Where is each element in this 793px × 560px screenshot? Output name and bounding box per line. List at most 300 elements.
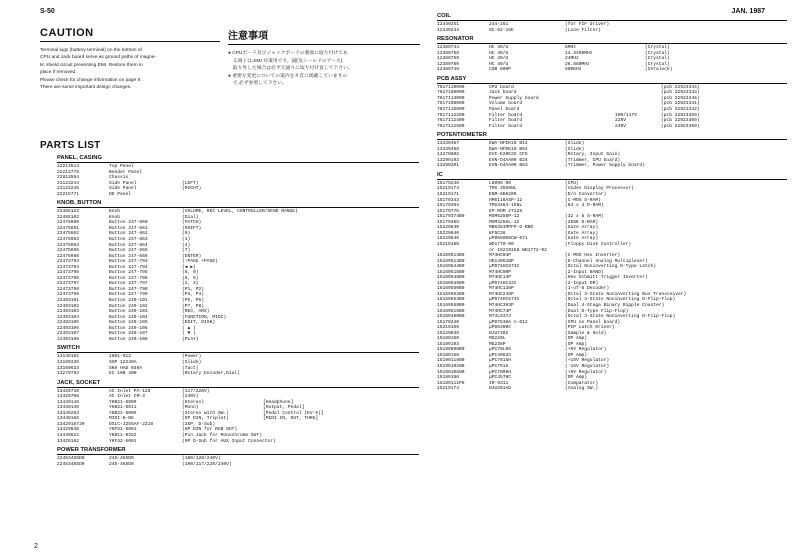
part-note: (Stereo with SW.) xyxy=(182,410,229,416)
part-description: M5220L xyxy=(489,336,506,342)
parts-list-title: PARTS LIST xyxy=(40,140,101,151)
part-number: 7617115000 xyxy=(437,107,465,113)
part-number: 13429708 xyxy=(57,394,80,400)
section-potentiometer xyxy=(437,132,787,169)
part-description: μPD65006CW-071 xyxy=(489,236,528,242)
part-description: Button 249-106 xyxy=(109,325,148,331)
part-note: (Comparator) xyxy=(565,380,599,386)
caution-line: There are some important design changes. xyxy=(40,85,132,91)
part-note: (Analog SW.) xyxy=(565,386,599,392)
part-note: (Octal 3-State Noninverting Bus Transceiver) xyxy=(565,291,687,297)
page-number: 2 xyxy=(34,543,38,550)
part-description: M74LS374 xyxy=(489,314,512,320)
part-number: 7617108000 xyxy=(437,90,465,96)
part-description: MB6381MPFP-G-BND xyxy=(489,225,534,231)
part-note: (Gate Array) xyxy=(565,236,599,242)
part-note: (Octal 3-State Noninverting D-Flip-Flop) xyxy=(565,314,676,320)
part-extra: (Crystal) xyxy=(645,45,670,51)
part-number: 15199098B0 xyxy=(437,347,465,353)
part-description: 1801-012 xyxy=(109,354,132,360)
part-number: 15169549B0 xyxy=(437,280,465,286)
part-number: 15179343 xyxy=(437,197,460,203)
part-note: (240V) xyxy=(182,394,199,400)
part-number: 22453455D0 xyxy=(57,456,85,462)
section-pcb-assy xyxy=(437,76,787,129)
part-number: 13429182 xyxy=(57,438,80,444)
parts-row xyxy=(437,124,787,130)
part-number: 15219173 xyxy=(437,186,460,192)
section-ic xyxy=(437,172,787,392)
part-description: Button 249-101 xyxy=(109,298,148,304)
part-note: (4) xyxy=(182,242,191,248)
part-number: 15189150 xyxy=(437,336,460,342)
part-number: 7617112200 xyxy=(437,112,465,118)
japanese-notes-line: 取り外した場合は必ず元通りに取り付け直して下さい。 xyxy=(228,66,353,72)
part-number: 22475664 xyxy=(57,242,80,248)
part-description: Button 247-661 xyxy=(109,225,148,231)
part-note: (Trimmer, CPU board) xyxy=(565,157,621,163)
section-title: IC xyxy=(437,172,787,180)
part-extra xyxy=(263,192,413,198)
part-description: or 15219158 WD1772-02 xyxy=(489,247,547,253)
part-note: (Octal Noninverting D-Type Latch) xyxy=(565,264,656,270)
part-description: HC 49/U xyxy=(489,61,509,67)
japanese-notes-line: で,必ず参照して下さい。 xyxy=(228,81,287,87)
part-number: 22215771 xyxy=(57,191,80,197)
section-title: COIL xyxy=(437,13,787,21)
part-description: Chassis xyxy=(109,175,129,181)
part-description: L8095-90 xyxy=(489,180,512,186)
part-number: 15169514B0 xyxy=(437,253,465,259)
part-number: 12389759 xyxy=(437,56,460,62)
part-description: Button 247-660 xyxy=(109,220,148,226)
part-number: 13429710 xyxy=(57,388,80,394)
part-description: Bender Panel xyxy=(109,169,143,175)
part-note: (2-Input OR) xyxy=(565,280,599,286)
part-note: (9P D-Sub for AUX Input Connector) xyxy=(182,438,276,444)
document-date: JAN. 1987 xyxy=(731,8,765,15)
part-note: (OP Amp) xyxy=(565,352,588,358)
part-description: Button 249-107 xyxy=(109,331,148,337)
part-note: (REC, ARX) xyxy=(182,309,210,315)
part-description: EC 16B 40N xyxy=(109,371,137,377)
part-description: μPC7915 xyxy=(489,363,509,369)
part-note: (ENTER) xyxy=(182,253,202,259)
part-note: (5P DIN, Triplet) xyxy=(182,416,229,422)
part-number: 15199102N0 xyxy=(437,363,465,369)
part-extra: (pcb 22923369) xyxy=(661,118,700,124)
part-number: 7617112400 xyxy=(437,118,465,124)
part-number: 15189193 xyxy=(437,341,460,347)
part-number: 15229846 xyxy=(437,236,460,242)
part-note: (Line Filter) xyxy=(565,27,601,33)
part-number: 13429648 xyxy=(57,427,80,433)
parts-row xyxy=(57,337,419,343)
part-extra: (Crystal) xyxy=(645,61,670,67)
part-number: 22473799 xyxy=(57,292,80,298)
parts-left-column xyxy=(57,155,419,467)
part-description: μPD74HC573C xyxy=(489,264,520,270)
part-note: (PLAY) xyxy=(182,336,199,342)
part-note: (64 x 4 D-RAM) xyxy=(565,203,604,209)
part-number: 15219180 xyxy=(437,241,460,247)
part-extra xyxy=(263,462,413,468)
part-description: Button 247-665 xyxy=(109,248,148,254)
part-note: (0) xyxy=(182,231,191,237)
section-title: PCB ASSY xyxy=(437,76,787,84)
part-number: 22473796 xyxy=(57,275,80,281)
part-description: AC Inlet CM-3 xyxy=(109,394,145,400)
part-description: Volume board xyxy=(489,101,523,107)
part-description: μPD6300C xyxy=(489,325,512,331)
part-description: Button 247-797 xyxy=(109,281,148,287)
part-number: 15169548B0 xyxy=(437,275,465,281)
part-note: (8P DIN for RGB OUT) xyxy=(182,427,238,433)
part-description: MIDI-8-N5 xyxy=(109,416,134,422)
part-number: 15169513B0 xyxy=(437,258,465,264)
part-description: Button 249-108 xyxy=(109,336,148,342)
part-description: IR-9311 xyxy=(489,380,509,386)
japanese-notes-block xyxy=(228,27,420,88)
part-note xyxy=(182,192,263,198)
section-title: POWER TRANSFORMER xyxy=(57,447,419,455)
part-number: 22473795 xyxy=(57,270,80,276)
part-number: 22473798 xyxy=(57,286,80,292)
section-coil xyxy=(437,13,787,33)
part-description: Button 247-798 xyxy=(109,286,148,292)
part-note: (Slide) xyxy=(182,359,202,365)
part-note: (◀ ▶) xyxy=(182,264,196,270)
part-extra: (Ceralock) xyxy=(645,67,673,73)
part-extra: (pcb 22923369) xyxy=(661,112,700,118)
part-description: CPU board xyxy=(489,84,514,90)
part-note: (P5, P6) xyxy=(182,298,205,304)
parts-row xyxy=(437,163,787,169)
part-description: Filter board xyxy=(489,112,523,118)
part-number: 22475663 xyxy=(57,237,80,243)
part-note: (Tact) xyxy=(182,365,199,371)
part-number: 7617110000 xyxy=(437,84,465,90)
parts-row xyxy=(57,192,419,198)
part-description: μPD74HC32C xyxy=(489,280,517,286)
part-note: (117/220V) xyxy=(182,388,210,394)
part-note: (FUNCTION, MIDI) xyxy=(182,314,227,320)
part-note: (Dual D-Type Flip-Flop) xyxy=(565,308,629,314)
part-note: (LEFT) xyxy=(182,180,199,186)
part-description: Button 247-663 xyxy=(109,237,148,243)
part-note: (Hex Schmitt Trigger Inverter) xyxy=(565,275,648,281)
parts-right-column xyxy=(437,13,787,392)
section-title: POTENTIOMETER xyxy=(437,132,787,140)
part-description: μPC7805H xyxy=(489,369,512,375)
caution-line: place if removed. xyxy=(40,70,77,76)
part-note: (1) xyxy=(182,237,191,243)
part-note: (2, 3) xyxy=(182,281,199,287)
part-description: NJU7302 xyxy=(489,330,509,336)
part-number: 22493106 xyxy=(57,325,80,331)
part-note: (CPU) xyxy=(565,180,579,186)
part-number: 13449622 xyxy=(57,432,80,438)
part-note: (100/117/220/240V) xyxy=(182,461,232,467)
part-number: 22453465D0 xyxy=(57,461,85,467)
part-number: 13299193 xyxy=(437,157,460,163)
part-number: 15229840 xyxy=(437,230,460,236)
part-note: (7) xyxy=(182,248,191,254)
part-description: HM6116ASP-12 xyxy=(489,197,523,203)
part-description: Button 249-102 xyxy=(109,303,148,309)
part-description: YKB21-5005 xyxy=(109,410,137,416)
part-description: 245-455D0 xyxy=(109,456,134,462)
part-description: SSP 12240A xyxy=(109,359,137,365)
part-number: 21123244 xyxy=(57,180,80,186)
part-note: 26.880MHz xyxy=(565,61,590,67)
part-number: 13339467 xyxy=(437,141,460,147)
part-note: (Gate Array) xyxy=(565,230,599,236)
part-description: KF5C36 xyxy=(489,230,506,236)
part-description: Button 247-662 xyxy=(109,231,148,237)
part-description: Side Panel xyxy=(109,180,137,186)
part-note: (-15V Regulator) xyxy=(565,363,610,369)
part-note: (Mono) xyxy=(182,405,199,411)
part-number: 22475662 xyxy=(57,231,80,237)
part-extra: [Headphone] xyxy=(263,399,294,405)
part-note: (D/A Converter) xyxy=(565,192,607,198)
part-number: 22493104 xyxy=(57,314,80,320)
part-number: 22475660 xyxy=(57,220,80,226)
part-extra: (pcb 22923341) xyxy=(661,101,700,107)
part-number: 22493101 xyxy=(57,298,80,304)
part-description: Filter board xyxy=(489,118,523,124)
part-description: SKH HAD 039A xyxy=(109,365,143,371)
part-description: Button 249-104 xyxy=(109,314,148,320)
part-description: Button 249-103 xyxy=(109,309,148,315)
part-description: M74HC04P xyxy=(489,253,512,259)
section-resonator xyxy=(437,36,787,73)
part-note: (32 x 8 S-RAM) xyxy=(565,214,604,220)
part-note: (SHIFT) xyxy=(182,225,202,231)
part-note: 240V xyxy=(615,123,627,129)
part-description: M74HC14P xyxy=(489,275,512,281)
part-note: (VOLUME, REC LEVEL, CONTROLLER/SEND RANGE) xyxy=(182,209,298,215)
part-note: (P7, P8) xyxy=(182,303,205,309)
part-number: 13149102 xyxy=(57,354,80,360)
part-description: EWA-NFEK10 B54 xyxy=(489,146,528,152)
part-description: AC Inlet PA-126 xyxy=(109,388,151,394)
section-title: JACK, SOCKET xyxy=(57,380,419,388)
part-description: μPC78L05 xyxy=(489,347,512,353)
part-number: 13279802 xyxy=(437,152,460,158)
part-description: Side Panel xyxy=(109,186,137,192)
japanese-notes-line: ● CPUボード及びジャックボードの裏面に取り付けてあ xyxy=(228,51,348,56)
section-panel-casing xyxy=(57,155,419,197)
part-note: (8-Channel Analog Multiplexer) xyxy=(565,258,648,264)
part-description: TMS 3556NL xyxy=(489,186,517,192)
part-description: EVI-E20E25 CF5 xyxy=(489,152,528,158)
part-number: 22473794 xyxy=(57,264,80,270)
part-extra xyxy=(263,337,413,343)
part-description: Button 247-794 xyxy=(109,264,148,270)
part-number: 15169552B0 xyxy=(437,291,465,297)
part-note: (PATCH) xyxy=(182,220,202,226)
part-number: 22485102 xyxy=(57,214,80,220)
part-number: 15229836 xyxy=(437,330,460,336)
part-number: 13279792 xyxy=(57,371,80,377)
part-number: 15219171 xyxy=(437,192,460,198)
part-number: 22493107 xyxy=(57,331,80,337)
part-description: Power Supply board xyxy=(489,95,539,101)
part-number: 15169558B0 xyxy=(437,302,465,308)
part-number: 12389758 xyxy=(437,50,460,56)
part-description: NJU201AD xyxy=(489,386,512,392)
part-note: (RIGHT) xyxy=(182,186,202,192)
part-note: (100/120/240V) xyxy=(182,456,221,462)
part-number: 22475665 xyxy=(57,248,80,254)
part-description: HC 49/U xyxy=(489,50,509,56)
part-description: Button 249-105 xyxy=(109,320,148,326)
part-extra: [Output, Pedal] xyxy=(263,405,305,411)
part-note: (CPU on Panel board) xyxy=(565,319,621,325)
part-number: 15169550B0 xyxy=(437,286,465,292)
parts-row xyxy=(437,386,787,392)
parts-row xyxy=(437,28,787,34)
section-switch xyxy=(57,345,419,376)
section-knob-button xyxy=(57,200,419,342)
part-note: (Dual 4-Stage Binary Ripple Counter) xyxy=(565,302,665,308)
part-note: (P1, P2) xyxy=(182,286,205,292)
part-description: μPD74HC574C xyxy=(489,297,520,303)
part-number: 13159335 xyxy=(57,359,80,365)
part-note: (OP Amp) xyxy=(565,375,588,381)
part-note: (+5V Regulator) xyxy=(565,369,607,375)
part-description: Button 247-666 xyxy=(109,253,148,259)
part-description: Top Panel xyxy=(109,164,134,169)
part-note: (for FIF driver) xyxy=(565,22,610,27)
part-note: (C-MOS S-RAM) xyxy=(565,197,601,203)
part-description: HD14051BP xyxy=(489,258,514,264)
part-note: (Rotary Encoder,Dial) xyxy=(182,371,240,377)
part-number: 22473797 xyxy=(57,281,80,287)
part-note: 100/117V xyxy=(615,112,638,118)
part-number: 7617108000 xyxy=(437,101,465,107)
part-note: 24MHz xyxy=(565,56,579,62)
part-number: 22493105 xyxy=(57,320,80,326)
part-number: 15179775 xyxy=(437,208,460,214)
part-number: 15179374B0 xyxy=(437,214,465,220)
part-number: 7617112500 xyxy=(437,123,465,129)
part-description: EWA-NFEK10 B14 xyxy=(489,141,528,147)
caution-title: CAUTION xyxy=(40,27,220,42)
part-number: 13449168 xyxy=(57,416,80,422)
part-note: 14.3496MHz xyxy=(565,50,593,56)
caution-line: Please check for change information on page 8 . xyxy=(40,77,143,83)
section-jack-socket xyxy=(57,380,419,444)
part-note: (Pin Jack for Monochrome OUT) xyxy=(182,432,262,438)
part-note: (5, 6) xyxy=(182,275,199,281)
part-note: (Power) xyxy=(182,354,202,360)
part-number: 13449263 xyxy=(57,410,80,416)
part-note: (C-MOS Hex Inverter) xyxy=(565,253,621,259)
part-description: Knob xyxy=(109,214,121,220)
part-number: 15169515B0 xyxy=(437,308,465,314)
part-extra: (pcb 22923344) xyxy=(661,84,700,90)
part-note: (Slide) xyxy=(565,146,585,152)
part-note: (Dial) xyxy=(182,214,199,220)
part-description: HC 49/U xyxy=(489,56,509,62)
part-description: HC 49/U xyxy=(489,45,509,51)
caution-line: CPU and Jack board serve as ground paths of magne- xyxy=(40,55,156,61)
section-title: KNOB, BUTTON xyxy=(57,200,419,208)
parts-row xyxy=(57,439,419,445)
part-note: 8MHz xyxy=(565,45,577,51)
part-note: (+5V Regulator) xyxy=(565,347,607,353)
part-extra xyxy=(263,371,413,377)
part-description: ENR-8D6209 xyxy=(489,192,517,198)
part-description: MSM5256P-12 xyxy=(489,214,520,220)
part-description: EVN-D4AA00 B53 xyxy=(489,163,528,169)
part-note: (25P, D-Sub) xyxy=(182,421,216,427)
part-number: 15179246 xyxy=(437,180,460,186)
part-description: YKB21-5011 xyxy=(109,405,137,411)
part-description: YKB21-5009 xyxy=(109,399,137,405)
part-number: 15169544B0 xyxy=(437,264,465,270)
part-number: 22475661 xyxy=(57,225,80,231)
part-number: 15179364 xyxy=(437,203,460,209)
caution-block xyxy=(40,27,220,91)
japanese-notes-text xyxy=(228,50,420,88)
part-number: 13169633 xyxy=(57,365,80,371)
part-description: YKF51-5001 xyxy=(109,427,137,433)
part-number: 22493108 xyxy=(57,336,80,342)
part-note: (Gate Array) xyxy=(565,225,599,231)
part-note: (Floppy Disk Controller) xyxy=(565,241,632,247)
part-description: YKB11-0252 xyxy=(109,432,137,438)
part-description: MSM4256L-12 xyxy=(489,219,520,225)
part-extra: (Crystal) xyxy=(645,56,670,62)
part-note: (8, 9) xyxy=(182,270,199,276)
part-extra xyxy=(645,28,785,34)
caution-line: tic shield circuit preventing EMI. Restore them in xyxy=(40,62,143,68)
part-number: 15169553B0 xyxy=(437,297,465,303)
part-note: (Stereo) xyxy=(182,399,205,405)
caution-text xyxy=(40,47,220,91)
section-power-transformer xyxy=(57,447,419,467)
part-description: M74HC138P xyxy=(489,286,514,292)
part-description: 245-465D0 xyxy=(109,461,134,467)
part-note: (Octal 3-State Noninverting D-Flip-Flop) xyxy=(565,297,676,303)
part-extra: (Crystal) xyxy=(645,50,670,56)
part-description: M74HC393P xyxy=(489,302,514,308)
japanese-notes-title: 注意事項 xyxy=(228,27,420,45)
part-note: (+15V Regulator) xyxy=(565,358,610,364)
part-extra: (pcb 22923343) xyxy=(661,90,700,96)
part-description: 244-251 xyxy=(489,22,509,27)
part-note: (P3, P4) xyxy=(182,292,205,298)
part-description: DD Panel xyxy=(109,191,132,197)
part-number: 15219159 xyxy=(437,325,460,331)
part-description: EP-ROM 27128 xyxy=(489,208,523,214)
part-number: 15179240 xyxy=(437,319,460,325)
part-number: 22493103 xyxy=(57,309,80,315)
part-note: (Trimmer, Power Supply board) xyxy=(565,163,645,169)
part-description: Button 247-664 xyxy=(109,242,148,248)
section-title: SWITCH xyxy=(57,345,419,353)
part-note: (EDIT, DISK) xyxy=(182,320,216,326)
part-note: (Video Display Processor) xyxy=(565,186,634,192)
caution-line: Terminal lugs (battery terminal) on the bottom of xyxy=(40,48,142,53)
part-number: 15189158 xyxy=(437,352,460,358)
part-number: 22813554 xyxy=(57,175,80,181)
part-number: 12389760 xyxy=(437,61,460,67)
